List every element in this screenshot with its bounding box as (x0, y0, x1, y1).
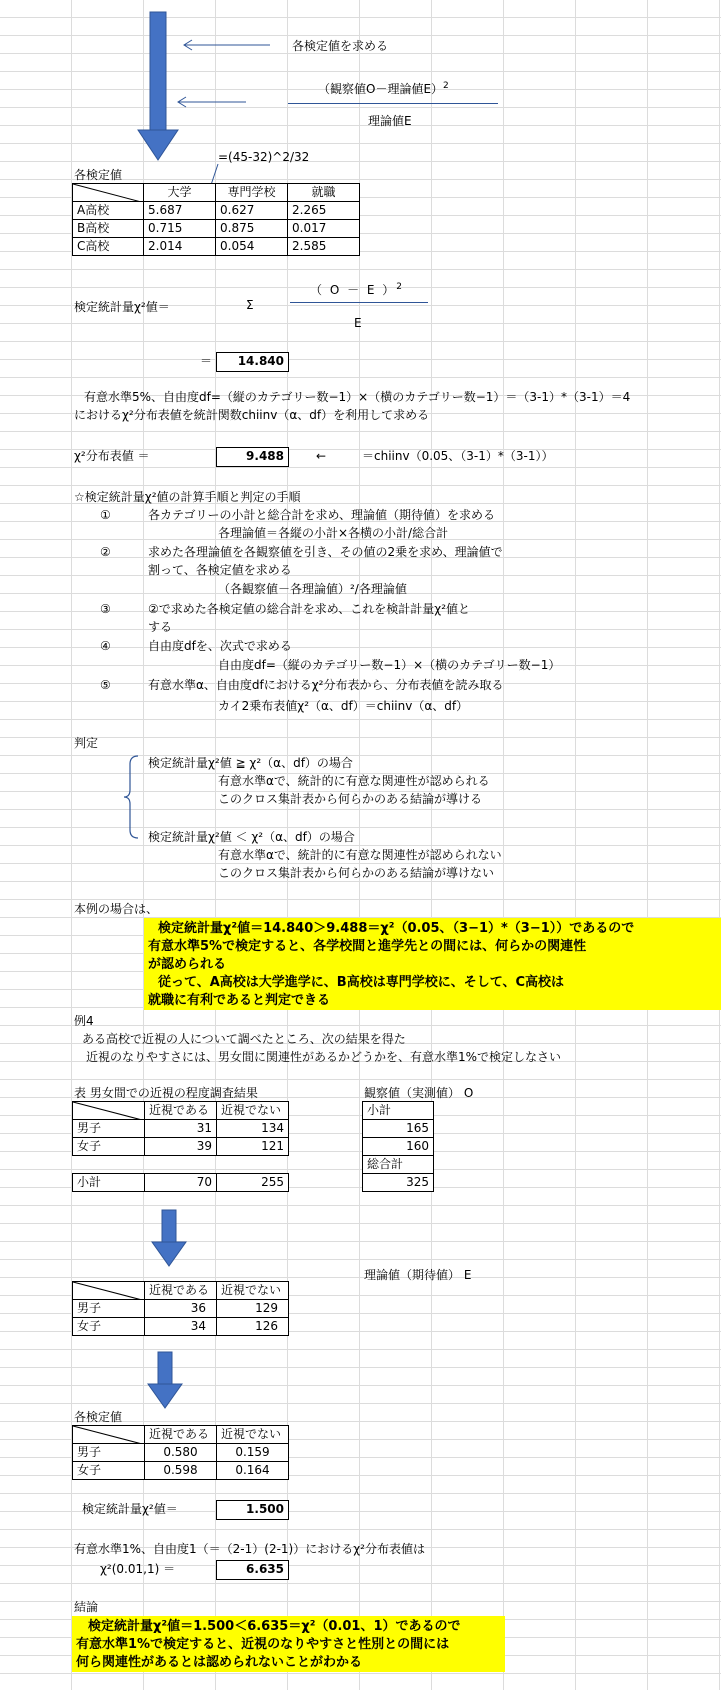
example-case-line: 有意水準5%で検定すると、各学校間と進学先との間には、何らかの関連性 (148, 939, 587, 954)
step-num: ② (100, 545, 111, 559)
subtotal-row (72, 1173, 288, 1192)
example-case-line: が認められる (148, 957, 227, 972)
stat-value: 14.840 (216, 352, 289, 372)
table-corner (72, 1281, 145, 1300)
table1-row-label: B高校 (72, 219, 144, 238)
stat-denominator: E (354, 316, 362, 330)
sigma-symbol: Σ (246, 298, 254, 312)
step-line: する (148, 620, 173, 634)
table1-cell: 0.017 (287, 219, 360, 238)
table-cell: 0.164 (216, 1461, 289, 1480)
cell-formula: =(45-32)^2/32 (218, 150, 310, 164)
ex4-stat-value: 1.500 (216, 1500, 289, 1520)
ex4-chi-label: χ²(0.01,1) ＝ (100, 1562, 176, 1576)
judge-case2-a: 有意水準αで、統計的に有意な関連性が認められない (218, 848, 502, 862)
table-row-label: 女子 (72, 1137, 145, 1156)
formula-denominator: 理論値E (368, 114, 412, 128)
table1-cell: 2.585 (287, 237, 360, 256)
table1-corner (72, 183, 144, 202)
observed-table (72, 1101, 288, 1157)
judge-case1: 検定統計量χ²値 ≧ χ²（α、df）の場合 (148, 756, 353, 770)
table1-header: 就職 (287, 183, 360, 202)
table-cell: 36 (144, 1299, 217, 1318)
step-line: ②で求めた各検定値の総合計を求め、これを検計計量χ²値と (148, 602, 471, 616)
table-cell: 0.159 (216, 1443, 289, 1462)
table-row-label: 男子 (72, 1299, 145, 1318)
left-arrow-icon (182, 40, 272, 50)
table-header: 近視である (144, 1425, 217, 1444)
ex4-table-line: 有意水準1%、自由度1（＝（2-1）(2-1)）におけるχ²分布表値は (74, 1542, 425, 1556)
step-line: 割って、各検定値を求める (148, 563, 292, 577)
stat-eq: ＝ (200, 354, 213, 368)
example-case-line: 就職に有利であると判定できる (148, 993, 331, 1008)
example-case-line: 検定統計量χ²値＝14.840＞9.488＝χ²（0.05、（3−1）*（3−1））であるので (158, 921, 635, 936)
ex4-stat-label: 検定統計量χ²値＝ (82, 1502, 178, 1516)
table1-cell: 5.687 (143, 201, 216, 220)
table-cell: 126 (216, 1317, 289, 1336)
table-header: 近視である (144, 1281, 217, 1300)
table-cell: 134 (216, 1119, 289, 1138)
table-cell: 34 (144, 1317, 217, 1336)
conclusion-line: 有意水準1%で検定すると、近視のなりやすさと性別との間には (76, 1637, 450, 1652)
table1-cell: 2.014 (143, 237, 216, 256)
chi-arrow: ← (316, 449, 327, 463)
table-corner (72, 1101, 145, 1120)
table-header: 近視でない (216, 1281, 289, 1300)
table1-header: 専門学校 (215, 183, 288, 202)
subtotal-cell: 70 (144, 1173, 217, 1192)
table-row-label: 女子 (72, 1317, 145, 1336)
step-line: カイ2乗布表値χ²（α、df）＝chiinv（α、df） (218, 699, 469, 713)
example-case-title: 本例の場合は、 (74, 902, 159, 916)
table-cell: 31 (144, 1119, 217, 1138)
step-line: 自由度df=（縦のカテゴリー数−1）×（横のカテゴリー数−1） (218, 658, 561, 672)
table-cell: 0.598 (144, 1461, 217, 1480)
test-values-table (72, 1425, 288, 1481)
df-line2: におけるχ²分布表値を統計関数chiinv（α、df）を利用して求める (74, 408, 430, 422)
example-case-line: 従って、A高校は大学進学に、B高校は専門学校に、そして、C高校は (158, 975, 564, 990)
table1-row-label: A高校 (72, 201, 144, 220)
table-row-label: 男子 (72, 1119, 145, 1138)
step-line: 求めた各理論値を各観察値を引き、その値の2乗を求め、理論値で (148, 545, 503, 559)
subtotal-label: 小計 (72, 1173, 145, 1192)
ex4-line2: 近視のなりやすさには、男女間に関連性があるかどうかを、有意水準1%で検定しなさい (86, 1050, 562, 1064)
fraction-line (288, 103, 498, 104)
table-cell: 129 (216, 1299, 289, 1318)
formula-numerator: （観察値O－理論値E）$^2$ (318, 81, 449, 96)
brace-icon (124, 754, 140, 840)
table-header: 近視でない (216, 1101, 289, 1120)
stat-numerator: （ O － E ）$^2$ (310, 282, 405, 297)
table1 (72, 183, 360, 257)
table1-header: 大学 (143, 183, 216, 202)
df-line1: 有意水準5%、自由度df=（縦のカテゴリー数−1）×（横のカテゴリー数−1）＝（3-1）*（3-1）＝4 (84, 390, 631, 404)
observed-sub-cell: 165 (362, 1119, 434, 1138)
table-row-label: 女子 (72, 1461, 145, 1480)
judge-title: 判定 (74, 736, 99, 750)
table1-row-label: C高校 (72, 237, 144, 256)
observed-sub-label: 小計 (362, 1101, 434, 1120)
table1-cell: 0.715 (143, 219, 216, 238)
left-arrow-icon (176, 97, 248, 107)
judge-case2: 検定統計量χ²値 ＜ χ²（α、df）の場合 (148, 830, 355, 844)
chi-formula: ＝chiinv（0.05、（3-1）*（3-1）） (362, 449, 554, 463)
down-arrow-icon (152, 1210, 186, 1266)
observed-sub-cell: 160 (362, 1137, 434, 1156)
step-line: （各観察値－各理論値）²/各理論値 (218, 582, 407, 596)
step-num: ③ (100, 602, 111, 616)
down-arrow-icon (138, 12, 178, 160)
table-corner (72, 1425, 145, 1444)
grand-label: 総合計 (362, 1155, 434, 1174)
observed-subtotal-column (362, 1101, 434, 1193)
table-row-label: 男子 (72, 1443, 145, 1462)
judge-case1-b: このクロス集計表から何らかのある結論が導ける (218, 792, 483, 806)
table-cell: 121 (216, 1137, 289, 1156)
judge-case1-a: 有意水準αで、統計的に有意な関連性が認められる (218, 774, 490, 788)
stat-label: 検定統計量χ²値＝ (74, 300, 170, 314)
table-cell: 39 (144, 1137, 217, 1156)
ex4-chi-value: 6.635 (216, 1560, 289, 1580)
ex4-title: 例4 (74, 1014, 94, 1028)
note-compute-test-values: 各検定値を求める (292, 39, 389, 53)
ex4-table-title: 表 男女間での近視の程度調査結果 (74, 1086, 258, 1100)
step-num: ⑤ (100, 678, 111, 692)
conclusion-line: 検定統計量χ²値＝1.500＜6.635＝χ²（0.01、1）であるので (88, 1619, 461, 1634)
conclusion-line: 何ら関連性があるとは認められないことがわかる (76, 1655, 363, 1670)
stat-fraction-line (290, 302, 428, 303)
step-num: ① (100, 508, 111, 522)
judge-case2-b: このクロス集計表から何らかのある結論が導けない (218, 866, 495, 880)
step-num: ④ (100, 639, 111, 653)
procedure-title: ☆検定統計量χ²値の計算手順と判定の手順 (74, 490, 301, 504)
observed-title: 観察値（実測値） O (364, 1086, 474, 1100)
down-arrow-icon (148, 1352, 182, 1408)
step-line: 自由度dfを、次式で求める (148, 639, 292, 653)
step-line: 有意水準α、自由度dfにおけるχ²分布表から、分布表値を読み取る (148, 678, 504, 692)
ex4-line1: ある高校で近視の人について調べたところ、次の結果を得た (82, 1032, 406, 1046)
subtotal-cell: 255 (216, 1173, 289, 1192)
conclusion-title: 結論 (74, 1600, 99, 1614)
table-cell: 0.580 (144, 1443, 217, 1462)
test-values-title: 各検定値 (74, 1410, 123, 1424)
chi-value: 9.488 (216, 447, 289, 467)
table1-cell: 0.054 (215, 237, 288, 256)
table1-cell: 2.265 (287, 201, 360, 220)
table1-cell: 0.875 (215, 219, 288, 238)
table1-title: 各検定値 (74, 168, 123, 182)
step-line: 各理論値＝各縦の小計×各横の小計/総合計 (218, 526, 449, 540)
expected-title: 理論値（期待値） E (364, 1268, 472, 1282)
step-line: 各カテゴリーの小計と総合計を求め、理論値（期待値）を求める (148, 508, 496, 522)
grand-value: 325 (362, 1173, 434, 1192)
expected-table (72, 1281, 288, 1337)
table-header: 近視でない (216, 1425, 289, 1444)
table-header: 近視である (144, 1101, 217, 1120)
chi-label: χ²分布表値 ＝ (74, 449, 150, 463)
table1-cell: 0.627 (215, 201, 288, 220)
